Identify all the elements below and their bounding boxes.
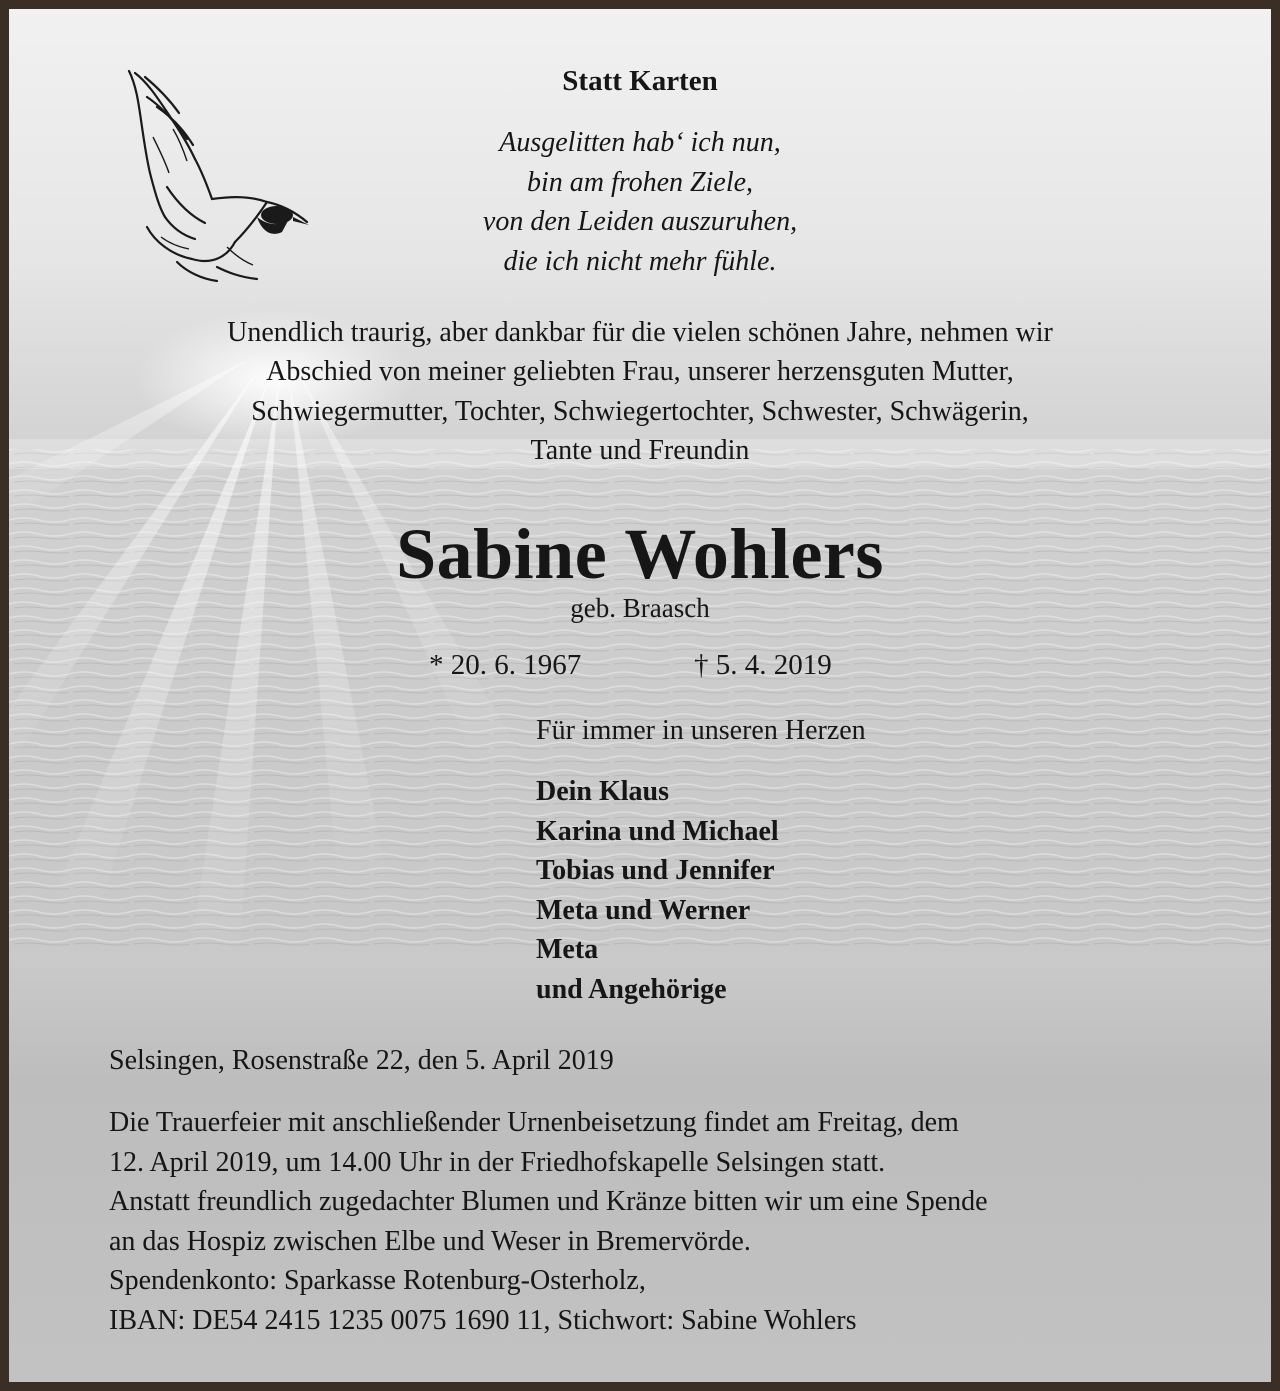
signers-list <box>536 772 779 1010</box>
info-line: Die Trauerfeier mit anschließender Urnenbeisetzung findet am Freitag, dem <box>109 1107 959 1138</box>
signer: und Angehörige <box>536 973 727 1005</box>
birth-date: * 20. 6. 1967 <box>429 649 582 681</box>
info-line: Anstatt freundlich zugedachter Blumen und Kränze bitten wir um eine Spende <box>109 1186 988 1217</box>
poem-line: die ich nicht mehr fühle. <box>503 245 777 277</box>
info-line: 12. April 2019, um 14.00 Uhr in der Friedhofskapelle Selsingen statt. <box>109 1146 886 1178</box>
place-date: Selsingen, Rosenstraße 22, den 5. April 2019 <box>109 1045 614 1076</box>
intro-line: Abschied von meiner geliebten Frau, unserer herzensguten Mutter, <box>266 356 1014 388</box>
intro-line: Tante und Freundin <box>530 434 750 466</box>
closing-line: Für immer in unseren Herzen <box>536 715 866 746</box>
signer: Karina und Michael <box>536 815 779 847</box>
death-date: † 5. 4. 2019 <box>694 649 832 681</box>
signer: Meta und Werner <box>536 894 751 926</box>
info-line: IBAN: DE54 2415 1235 0075 1690 11, Stichwort: Sabine Wohlers <box>109 1304 857 1336</box>
poem-line: bin am frohen Ziele, <box>526 166 754 198</box>
header-title: Statt Karten <box>562 65 718 97</box>
poem-line: von den Leiden auszuruhen, <box>482 206 798 237</box>
signer: Tobias und Jennifer <box>536 855 775 887</box>
intro-line: Unendlich traurig, aber dankbar für die vielen schönen Jahre, nehmen wir <box>227 317 1053 348</box>
signer: Meta <box>536 934 599 966</box>
info-line: an das Hospiz zwischen Elbe und Weser in Bremervörde. <box>109 1225 751 1257</box>
funeral-info <box>109 1103 988 1340</box>
maiden-name: geb. Braasch <box>570 593 710 623</box>
poem <box>9 123 1271 281</box>
deceased-name: Sabine Wohlers <box>396 514 884 594</box>
obituary-card <box>9 9 1271 1382</box>
signer: Dein Klaus <box>536 776 670 807</box>
poem-line: Ausgelitten hab‘ ich nun, <box>499 127 781 158</box>
intro-line: Schwiegermutter, Tochter, Schwiegertochter, Schwester, Schwägerin, <box>251 395 1029 427</box>
intro-text <box>9 313 1271 470</box>
info-line: Spendenkonto: Sparkasse Rotenburg-Osterholz, <box>109 1265 646 1296</box>
